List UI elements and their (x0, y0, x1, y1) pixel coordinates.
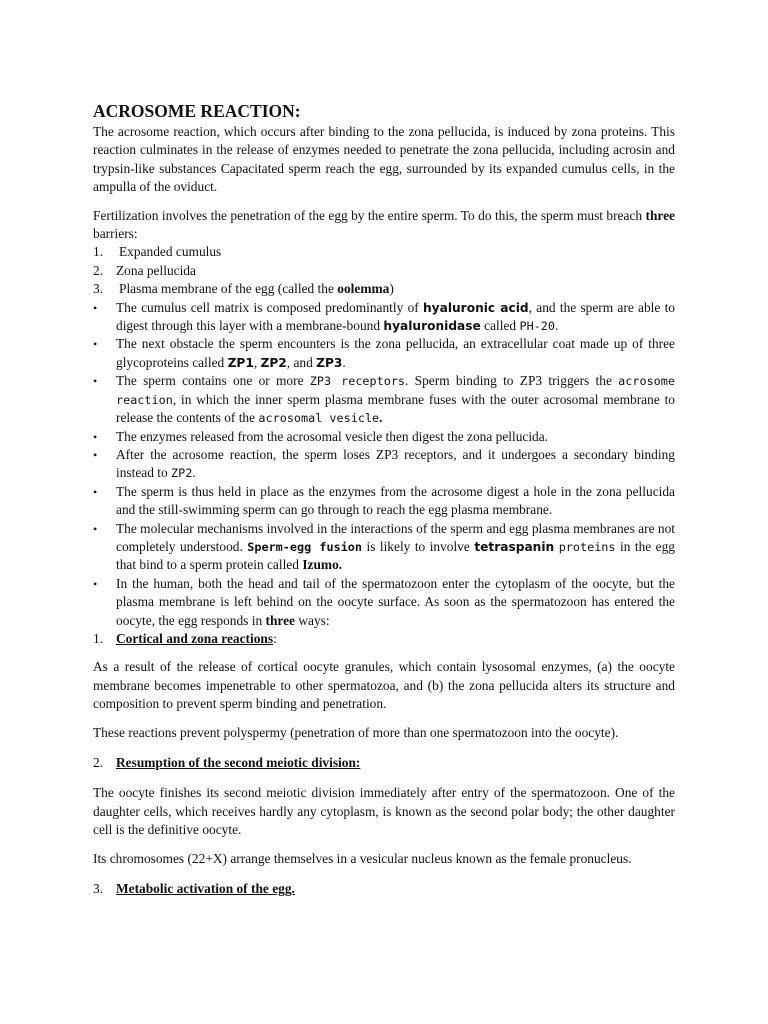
barriers-intro-paragraph: Fertilization involves the penetration of the egg by the entire sperm. To do this, the sperm must breach three barriers: (93, 207, 675, 242)
bullet-icon: • (93, 447, 98, 462)
list-item: • The enzymes released from the acrosomal vesicle then digest the zona pellucida. (93, 428, 675, 446)
list-item: • The cumulus cell matrix is composed predominantly of hyaluronic acid, and the sperm are able to digest through this layer with a membrane-bound hyaluronidase called PH-20. (93, 299, 675, 336)
bullet-icon: • (93, 521, 98, 536)
bullet-icon: • (93, 374, 98, 389)
list-item: • The next obstacle the sperm encounters is the zona pellucida, an extracellular coat made up of three glycoproteins called ZP1, ZP2, and ZP3. (93, 335, 675, 372)
intro-paragraph: The acrosome reaction, which occurs after binding to the zona pellucida, is induced by zona proteins. This reaction culminates in the release of enzymes needed to penetrate the zona pellucida, including acrosin and trypsin-like substances Capacitated sperm reach the egg, surrounded by its expanded cumulus cells, in the ampulla of the oviduct. (93, 124, 675, 195)
meiotic-paragraph: The oocyte finishes its second meiotic division immediately after entry of the spermatozoon. One of the daughter cells, which receives hardly any cytoplasm, is known as the second polar body; the other daughter cell is the definitive oocyte. (93, 785, 675, 838)
document-page (93, 100, 675, 898)
polyspermy-paragraph: These reactions prevent polyspermy (penetration of more than one spermatozoon into the oocyte). (93, 724, 619, 740)
list-item: • The sperm contains one or more ZP3 receptors. Sperm binding to ZP3 triggers the acrosome reaction, in which the inner sperm plasma membrane fuses with the outer acrosomal membrane to release the contents of the acrosomal vesicle. (93, 372, 675, 427)
pronucleus-paragraph: Its chromosomes (22+X) arrange themselves in a vesicular nucleus known as the female pronucleus. (93, 850, 632, 866)
bullet-icon: • (93, 337, 98, 352)
bullet-icon: • (93, 300, 98, 315)
list-item: • After the acrosome reaction, the sperm loses ZP3 receptors, and it undergoes a secondary binding instead to ZP2. (93, 446, 675, 483)
list-item: • The molecular mechanisms involved in the interactions of the sperm and egg plasma membranes are not completely understood. Sperm-egg fusion is likely to involve tetraspanin proteins in the egg that bind to a sperm protein called Izumo. (93, 520, 675, 575)
barriers-list (93, 243, 675, 298)
bullet-icon: • (93, 576, 98, 591)
section-heading-cortical: 1. Cortical and zona reactions: (93, 630, 277, 646)
list-item: • In the human, both the head and tail of the spermatozoon enter the cytoplasm of the oocyte, but the plasma membrane is left behind on the oocyte surface. As soon as the spermatozoon has entered the oocyte, the egg responds in three ways: (93, 575, 675, 630)
list-item: 2. Zona pellucida (93, 262, 196, 278)
list-item: • The sperm is thus held in place as the enzymes from the acrosome digest a hole in the zona pellucida and the still-swimming sperm can go through to reach the egg plasma membrane. (93, 483, 675, 520)
section-heading-meiotic: 2. Resumption of the second meiotic division: (93, 755, 361, 770)
bullet-icon: • (93, 429, 98, 444)
list-item: 1. Expanded cumulus (93, 244, 222, 260)
list-item: 3. Plasma membrane of the egg (called the oolemma) (93, 281, 394, 297)
page-title: ACROSOME REACTION: (93, 101, 301, 121)
section-heading-metabolic: 3. Metabolic activation of the egg. (93, 881, 295, 897)
bullet-list (93, 299, 675, 630)
cortical-paragraph: As a result of the release of cortical oocyte granules, which contain lysosomal enzymes, (a) the oocyte membrane becomes impenetrable to other spermatozoa, and (b) the zona pellucida alters its structure and composition to prevent sperm binding and penetration. (93, 659, 675, 712)
bullet-icon: • (93, 484, 98, 499)
